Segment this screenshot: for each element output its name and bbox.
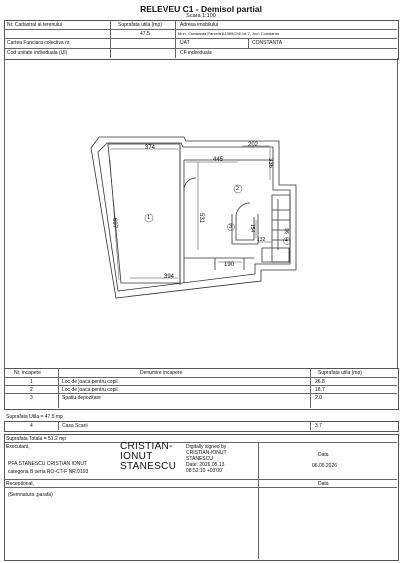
scale-label: Scara 1:100 [186,13,216,19]
data-label: Data [318,452,329,458]
room-label-4: 4 [285,238,288,244]
receptionat-label: Receptionat, [6,481,35,487]
table-row-3-name: Spatiu depozitare [62,395,101,401]
executant-categorie: categoria B seria RO-CT-F NR.0193 [8,469,89,475]
data-label-2: Data [318,481,329,487]
dim-374: 374 [145,145,156,151]
table-row-2-nr: 2 [30,387,33,393]
nr-cadastral-label: Nr. Cadastral al terenului [7,22,63,28]
dim-531: 531 [198,212,205,224]
signature-line-3: STANESCU [120,461,177,472]
room-label-3: 3 [229,224,232,230]
col-nr-incapere: Nr. incapere [14,370,41,376]
dim-96: 96 [282,228,289,234]
cf-individuala-label: CF individuala [180,50,212,56]
dim-445: 445 [213,157,224,163]
dim-202: 202 [248,142,259,148]
signature-line-2: IONUT [120,451,153,462]
signature-line-1: CRISTIAN- [120,441,173,452]
table-row-4-area: 3.7 [315,423,322,429]
col-suprafata: Suprafata utila (mp) [318,370,362,376]
executant-label: Executant, [6,444,30,450]
table-row-2-area: 18.7 [315,387,325,393]
adresa-value: Mun. Constanta,Parcela A1089/2/4/ lot 7, Jud. Constanta [178,31,279,36]
table-row-1-area: 26.8 [315,379,325,385]
suprafata-utila-label: Suprafata utila (mp) [118,22,162,28]
table-row-3-area: 2.0 [315,395,322,401]
dim-336: 336 [267,157,274,169]
suprafata-utila-value: 47.5 [140,31,150,37]
outer-wall [91,137,296,298]
adresa-label: Adresa imobilului [180,22,219,28]
dim-132: 132 [257,237,266,243]
suprafata-totala: Suprafata Totala = 51.2 mp [6,436,67,442]
room-label-2: 2 [236,186,240,192]
uat-value: CONSTANTA [252,40,283,46]
dim-154: 154 [249,223,256,233]
digital-signature-info: Digitally signed by CRISTIAN-IONUT STANESCU Date: 2026.05.13 08:52:10 +03'00' [186,444,227,474]
dim-394: 394 [164,274,175,280]
table-row-2-name: Loc de joaca pentru copii [62,387,118,393]
col-denumire: Denumire incapere [140,370,183,376]
page-title: RELEVEU C1 - Demisol partial [140,4,262,14]
table-row-4-name: Casa Scarii [62,423,88,429]
carte-funciara-label: Cartea Funciara colectiva nr. [7,40,71,46]
dim-190: 190 [224,262,235,268]
table-row-1-name: Loc de joaca pentru copii [62,379,118,385]
executant-name: PFA STANESCU CRISTIAN IONUT [8,461,88,467]
data-value: 06.05.2026 [312,463,338,469]
cod-unitate-label: Cod unitate individuala (UI) [7,50,68,56]
suprafata-utila-total: Suprafata Utila = 47.5 mp [6,414,63,420]
table-row-4-nr: 4 [30,423,33,429]
uat-label: UAT [180,40,190,46]
semnatura-label: (Semnatura ,parafa) [8,492,53,498]
room-label-1: 1 [147,215,151,221]
dim-697: 697 [111,217,118,229]
table-row-3-nr: 3 [30,395,33,401]
table-row-1-nr: 1 [30,379,33,385]
room-1-outline [108,144,180,283]
signature-block [120,442,190,472]
